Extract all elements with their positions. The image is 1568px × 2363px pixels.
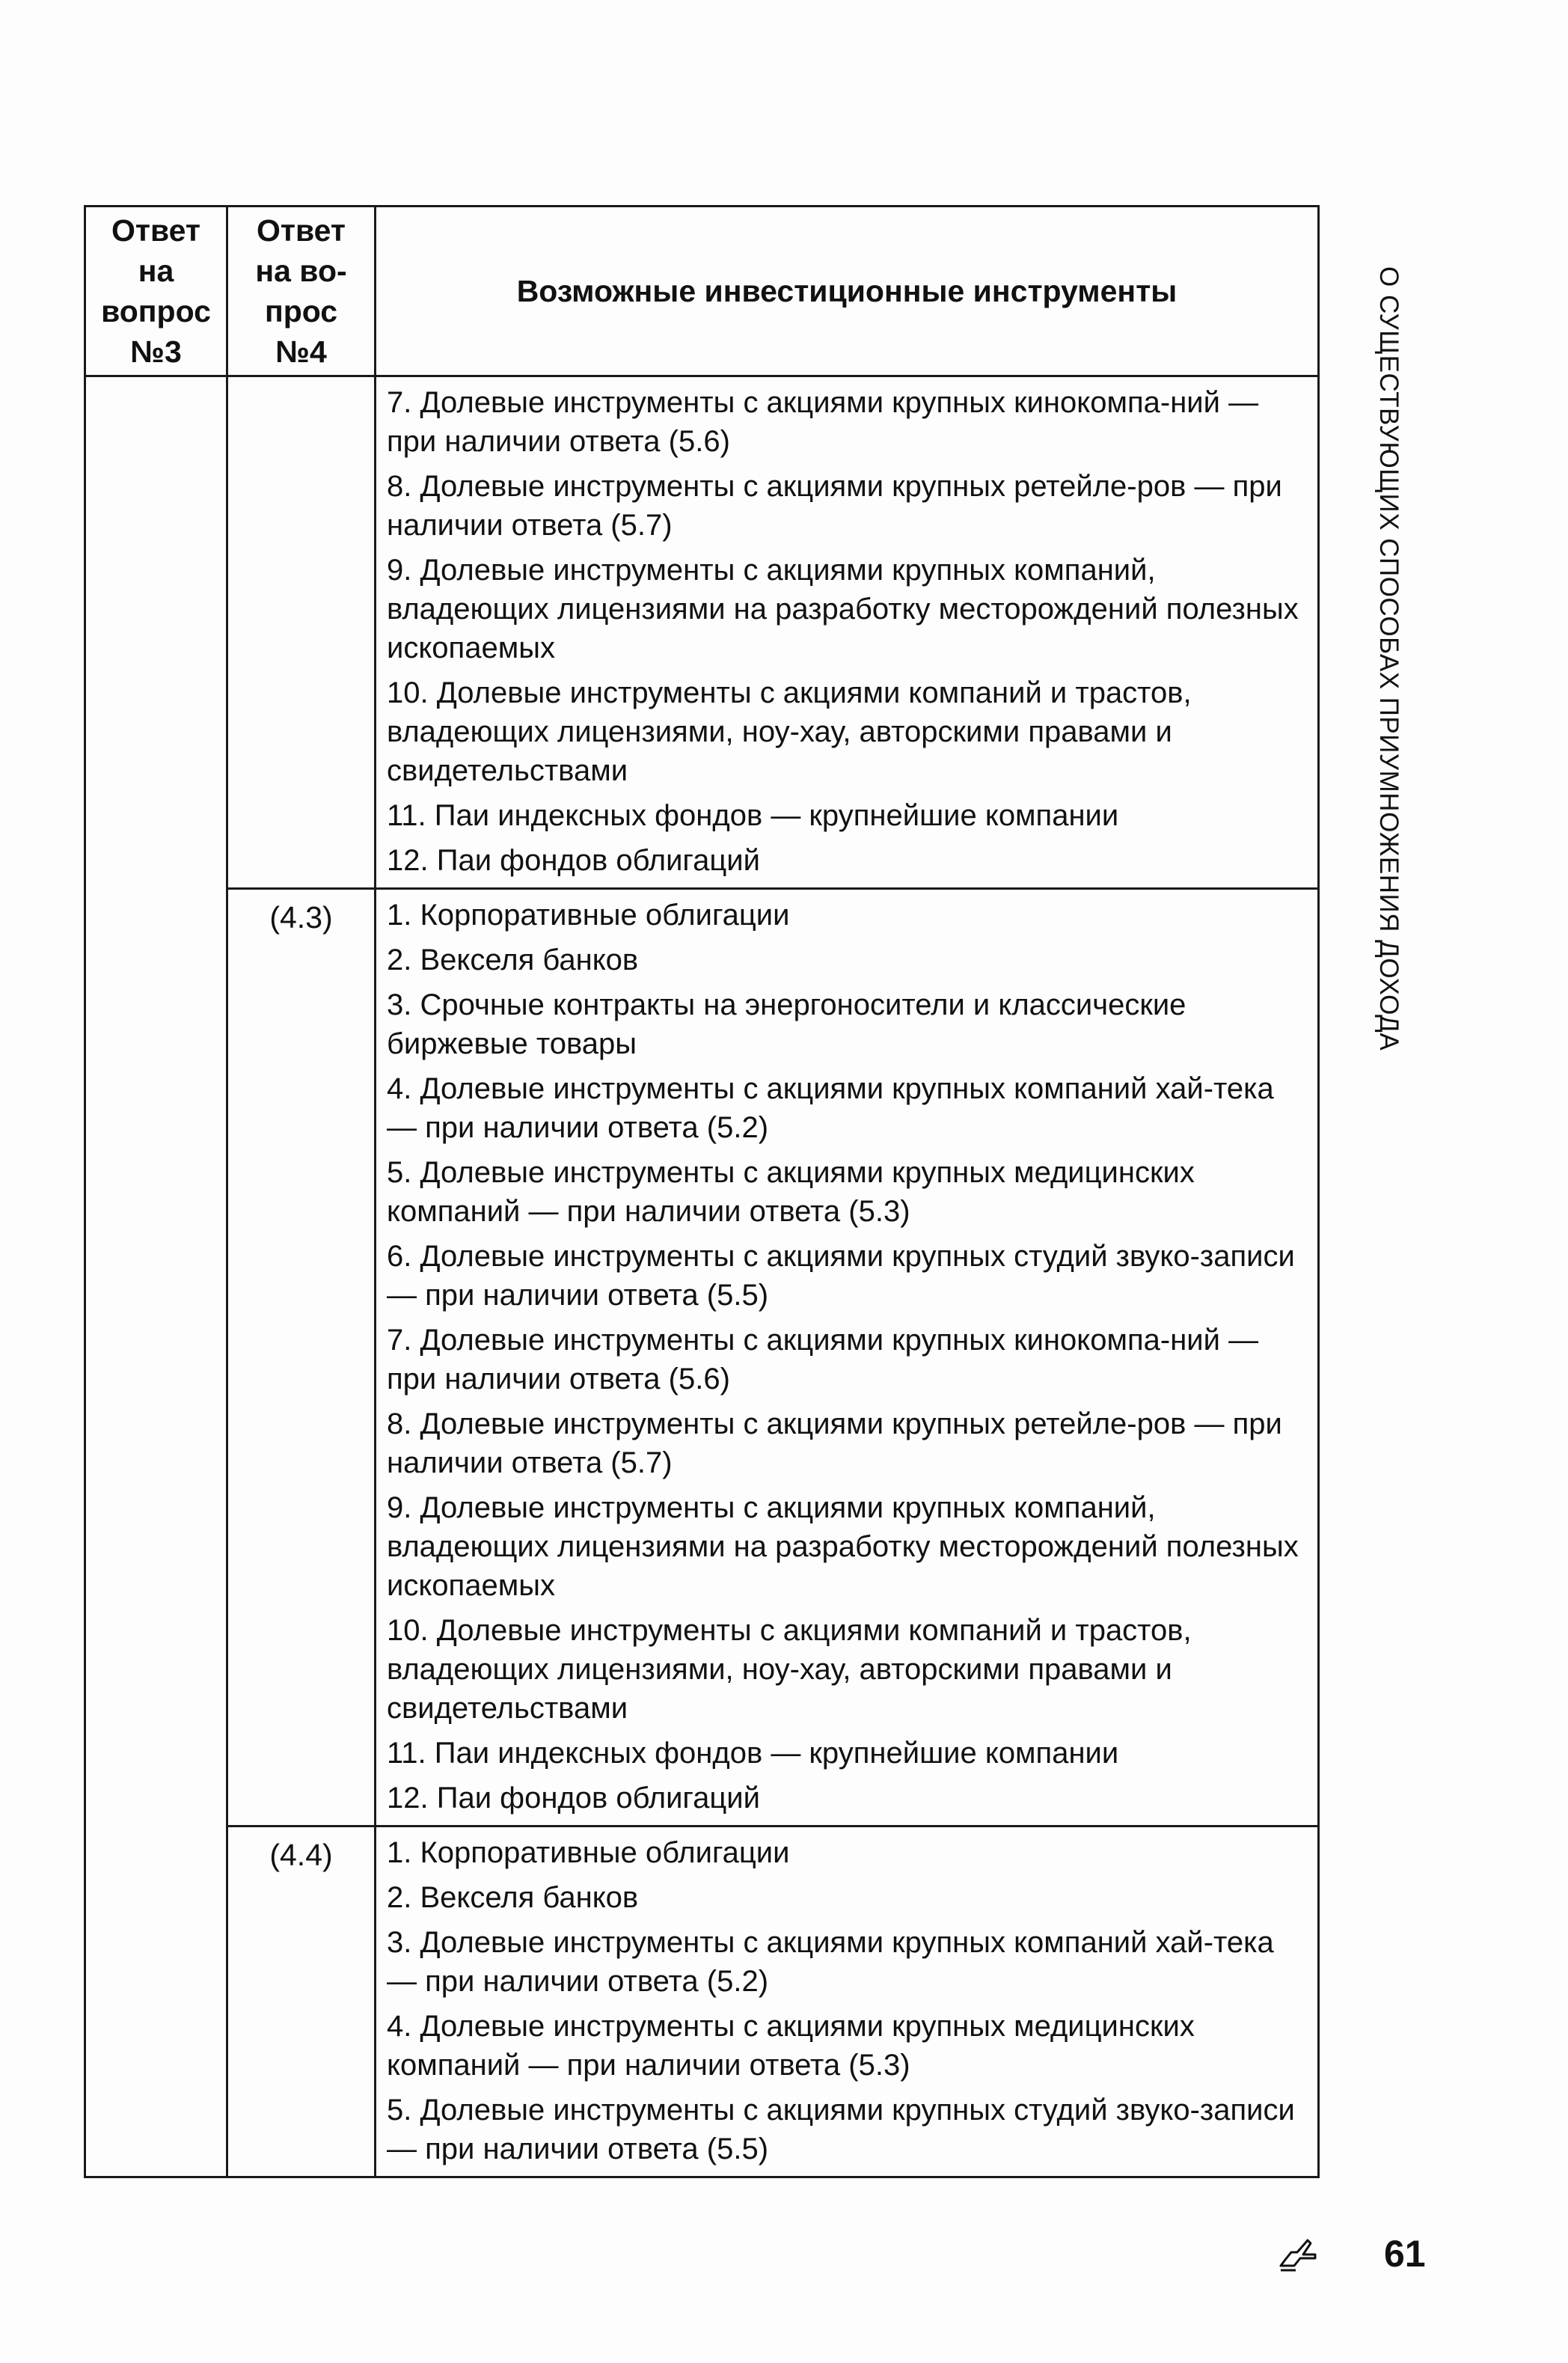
q4-code-cell: (4.3) bbox=[227, 889, 376, 1826]
list-item: 3. Срочные контракты на энергоносители и классические биржевые товары bbox=[387, 988, 1186, 1060]
page-number: 61 bbox=[1384, 2233, 1426, 2275]
header-q4-line: прос bbox=[264, 294, 338, 328]
table-row bbox=[85, 889, 1319, 1826]
header-q3-line: на bbox=[138, 254, 174, 288]
list-item: 12. Паи фондов облигаций bbox=[387, 844, 760, 877]
instrument-list bbox=[376, 377, 1317, 887]
header-q3 bbox=[85, 207, 227, 376]
list-item: 5. Долевые инструменты с акциями крупных студий звуко-записи — при наличии ответа (5.5) bbox=[387, 2094, 1295, 2165]
list-item: 4. Долевые инструменты с акциями крупных медицинских компаний — при наличии ответа (5.3) bbox=[387, 2010, 1195, 2082]
list-item: 1. Корпоративные облигации bbox=[387, 899, 790, 932]
list-item: 11. Паи индексных фондов — крупнейшие компании bbox=[387, 1737, 1119, 1770]
instruments-cell bbox=[376, 889, 1319, 1826]
list-item: 8. Долевые инструменты с акциями крупных ретейле-ров — при наличии ответа (5.7) bbox=[387, 470, 1282, 542]
running-side-title: О СУЩЕСТВУЮЩИХ СПОСОБАХ ПРИУМНОЖЕНИЯ ДОХОДА bbox=[1374, 266, 1403, 1051]
header-instruments: Возможные инвестиционные инструменты bbox=[376, 207, 1319, 376]
instrument-list bbox=[376, 1827, 1317, 2176]
table-row bbox=[85, 1826, 1319, 2177]
header-q4-line: на во- bbox=[255, 254, 347, 288]
list-item: 9. Долевые инструменты с акциями крупных компаний, владеющих лицензиями на разработку месторождений полезных ископаемых bbox=[387, 1491, 1299, 1602]
table-header-row bbox=[85, 207, 1319, 376]
investment-table bbox=[84, 205, 1320, 2178]
list-item: 7. Долевые инструменты с акциями крупных кинокомпа-ний — при наличии ответа (5.6) bbox=[387, 386, 1259, 458]
instrument-list bbox=[376, 890, 1317, 1825]
list-item: 7. Долевые инструменты с акциями крупных кинокомпа-ний — при наличии ответа (5.6) bbox=[387, 1324, 1259, 1396]
list-item: 9. Долевые инструменты с акциями крупных компаний, владеющих лицензиями на разработку месторождений полезных ископаемых bbox=[387, 554, 1299, 664]
header-q3-line: вопрос bbox=[101, 294, 211, 328]
header-q3-line: Ответ bbox=[111, 213, 200, 248]
list-item: 11. Паи индексных фондов — крупнейшие компании bbox=[387, 799, 1119, 832]
instruments-cell bbox=[376, 1826, 1319, 2177]
list-item: 6. Долевые инструменты с акциями крупных студий звуко-записи — при наличии ответа (5.5) bbox=[387, 1240, 1295, 1312]
header-q4-line: Ответ bbox=[257, 213, 346, 248]
header-q3-line: №3 bbox=[130, 334, 182, 369]
list-item: 2. Векселя банков bbox=[387, 1881, 639, 1914]
pointing-hand-icon bbox=[1278, 2236, 1326, 2275]
list-item: 5. Долевые инструменты с акциями крупных медицинских компаний — при наличии ответа (5.3) bbox=[387, 1156, 1195, 1228]
instruments-cell bbox=[376, 376, 1319, 889]
list-item: 10. Долевые инструменты с акциями компаний и трастов, владеющих лицензиями, ноу-хау, авторскими правами и свидетельствами bbox=[387, 676, 1192, 787]
list-item: 8. Долевые инструменты с акциями крупных ретейле-ров — при наличии ответа (5.7) bbox=[387, 1407, 1282, 1479]
q4-code-cell: (4.4) bbox=[227, 1826, 376, 2177]
list-item: 4. Долевые инструменты с акциями крупных компаний хай-тека — при наличии ответа (5.2) bbox=[387, 1072, 1274, 1144]
table-row bbox=[85, 376, 1319, 889]
list-item: 10. Долевые инструменты с акциями компаний и трастов, владеющих лицензиями, ноу-хау, авторскими правами и свидетельствами bbox=[387, 1614, 1192, 1725]
list-item: 3. Долевые инструменты с акциями крупных компаний хай-тека — при наличии ответа (5.2) bbox=[387, 1926, 1274, 1998]
list-item: 12. Паи фондов облигаций bbox=[387, 1782, 760, 1815]
header-q4-line: №4 bbox=[275, 334, 327, 369]
list-item: 2. Векселя банков bbox=[387, 944, 639, 976]
header-q4 bbox=[227, 207, 376, 376]
q4-code-cell bbox=[227, 376, 376, 889]
q3-answer-cell bbox=[85, 376, 227, 2177]
list-item: 1. Корпоративные облигации bbox=[387, 1836, 790, 1869]
